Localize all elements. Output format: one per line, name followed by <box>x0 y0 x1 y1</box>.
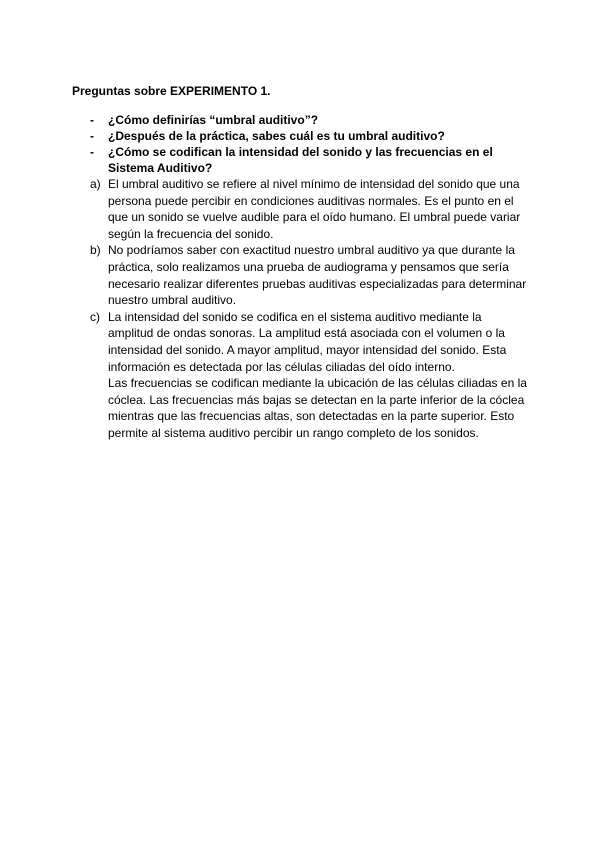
answer-list <box>72 176 528 442</box>
answer-paragraph: Las frecuencias se codifican mediante la ubicación de las células ciliadas en la cóclea. Las frecuencias más bajas se detectan en la parte inferior de la cóclea mientras que las frecuencias altas, son detectadas en la parte superior. Esto permite al sistema auditivo percibir un rango completo de los sonidos. <box>108 376 527 440</box>
question-text: ¿Cómo se codifican la intensidad del sonido y las frecuencias en el Sistema Auditivo? <box>108 145 493 175</box>
answer-marker: a) <box>90 177 101 191</box>
answer-body <box>108 309 528 442</box>
answer-marker: c) <box>90 309 100 324</box>
answer-item-a <box>72 176 528 242</box>
question-item <box>72 144 528 176</box>
question-bullet: - <box>90 129 94 143</box>
answer-paragraph: La intensidad del sonido se codifica en el sistema auditivo mediante la amplitud de ondas sonoras. La amplitud está asociada con el volumen o la intensidad del sonido. A mayor amplitud, mayor intensidad del sonido. Esta información es detectada por las células ciliadas del oído interno. <box>108 309 507 374</box>
answer-item-c <box>72 309 528 442</box>
question-list <box>72 112 528 176</box>
question-bullet: - <box>90 145 94 159</box>
answer-marker: b) <box>90 243 101 258</box>
question-text: ¿Después de la práctica, sabes cuál es tu umbral auditivo? <box>108 129 445 143</box>
answer-body <box>108 242 528 308</box>
question-item <box>72 128 528 144</box>
answer-item-b <box>72 242 528 308</box>
answer-paragraph: El umbral auditivo se refiere al nivel mínimo de intensidad del sonido que una persona puede percibir en condiciones auditivas normales. Es el punto en el que un sonido se vuelve audible para el oído humano. El umbral puede variar según la frecuencia del sonido. <box>108 177 521 241</box>
question-item <box>72 112 528 128</box>
question-bullet: - <box>90 113 94 127</box>
question-text: ¿Cómo definirías “umbral auditivo”? <box>108 113 319 127</box>
answer-paragraph: No podríamos saber con exactitud nuestro umbral auditivo ya que durante la práctica, solo realizamos una prueba de audiograma y pensamos que sería necesario realizar diferentes pruebas auditivas especializadas para determinar nuestro umbral auditivo. <box>108 243 527 308</box>
answer-body <box>108 176 528 242</box>
document-title: Preguntas sobre EXPERIMENTO 1. <box>72 84 271 98</box>
